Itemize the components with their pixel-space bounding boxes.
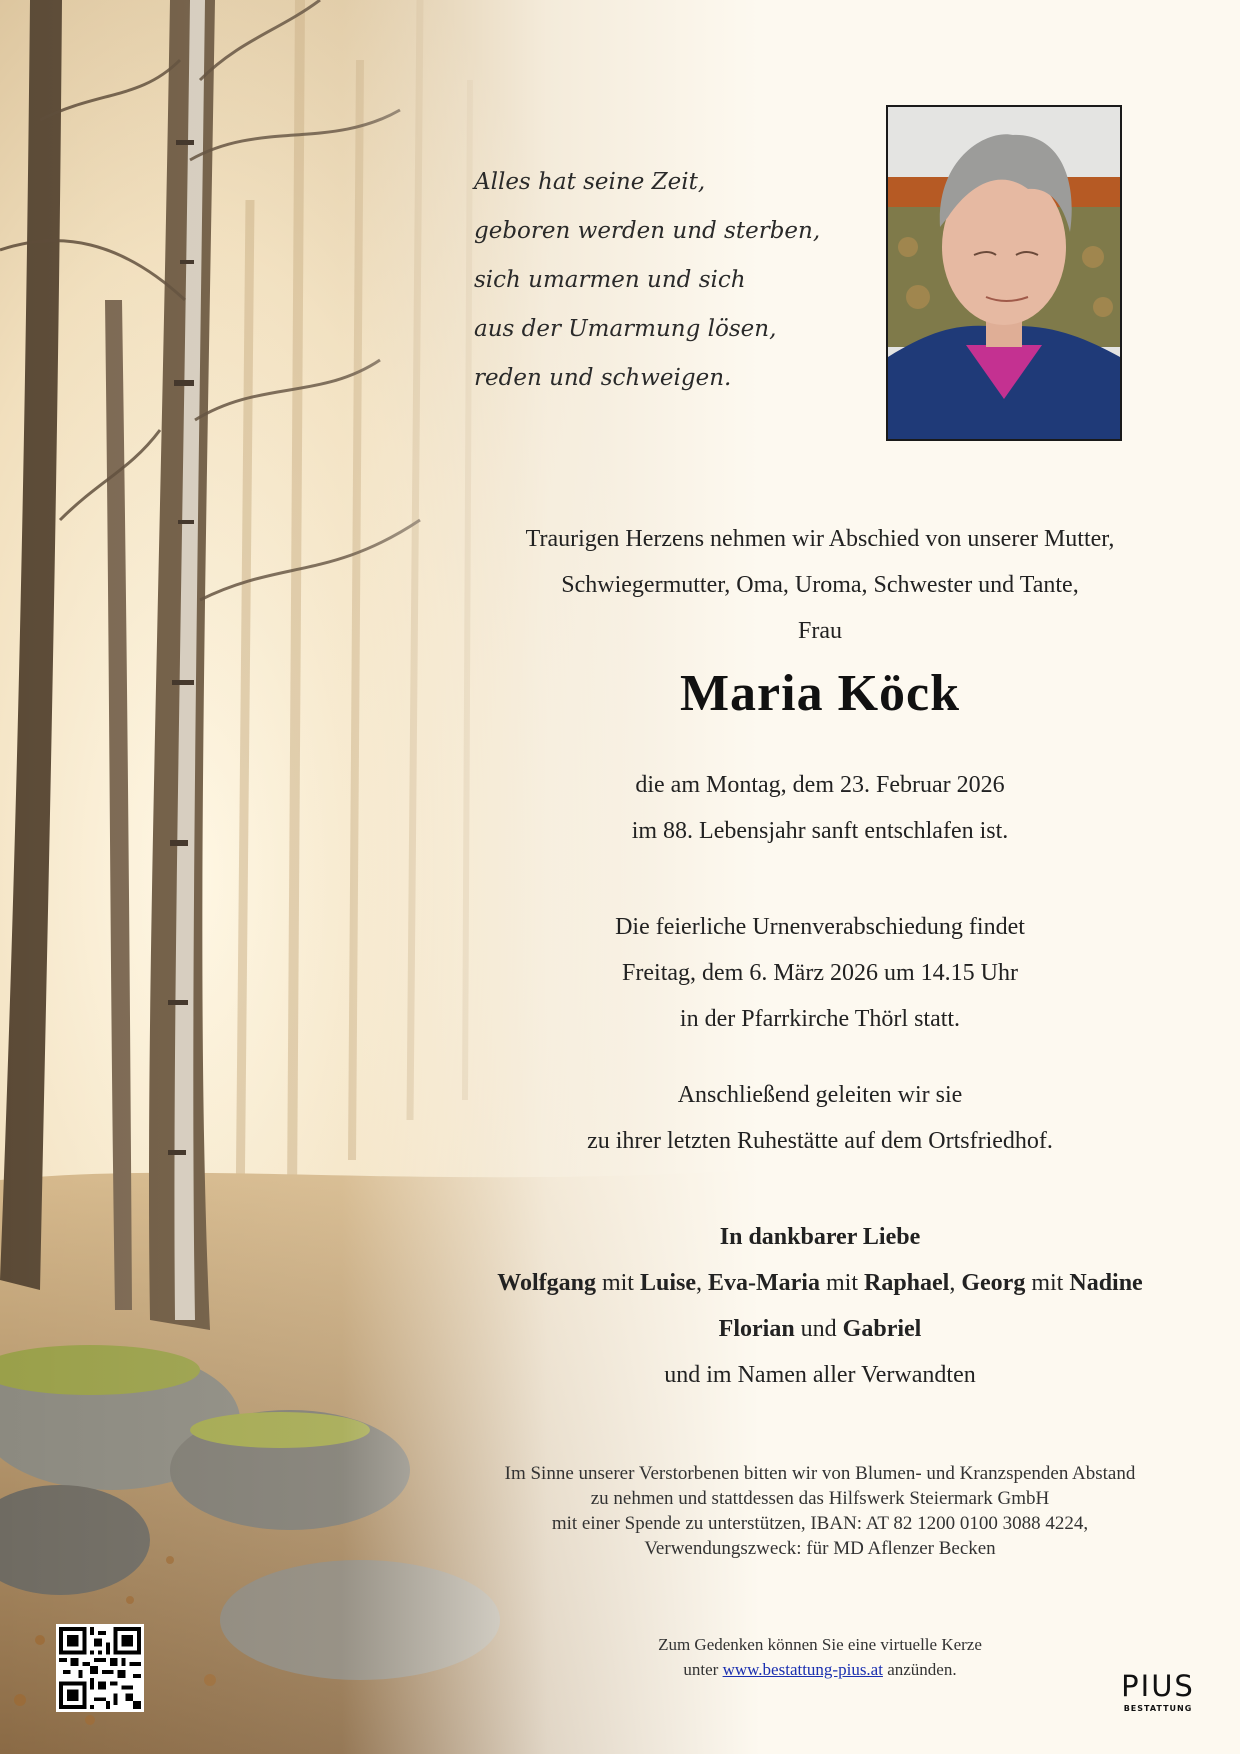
connector: ,	[696, 1270, 708, 1296]
death-info	[450, 762, 1190, 854]
pius-logo	[1118, 1671, 1198, 1713]
poem-line: aus der Umarmung lösen,	[474, 316, 777, 342]
mourners-heading: In dankbarer Liebe	[719, 1224, 921, 1250]
mourners-row	[450, 1306, 1190, 1352]
donation-line: Verwendungszweck: für MD Aflenzer Becken	[644, 1538, 996, 1559]
intro-line: Frau	[798, 618, 842, 644]
ceremony-date-line: Freitag, dem 6. März 2026 um 14.15 Uhr	[622, 960, 1018, 986]
logo-subtitle: BESTATTUNG	[1123, 1704, 1193, 1713]
candle-prefix: unter	[683, 1660, 723, 1679]
ceremony-info	[450, 904, 1190, 1042]
mourner-name: Eva-Maria	[708, 1270, 820, 1296]
poem	[474, 158, 821, 403]
death-age-line: im 88. Lebensjahr sanft entschlafen ist.	[631, 818, 1009, 844]
donation-line: zu nehmen und stattdessen das Hilfswerk Steiermark GmbH	[590, 1488, 1050, 1509]
virtual-candle-note	[450, 1632, 1190, 1682]
candle-line: Zum Gedenken können Sie eine virtuelle Kerze	[658, 1635, 982, 1654]
mourner-name: Gabriel	[842, 1316, 922, 1342]
logo-name: PIUS	[1121, 1669, 1195, 1703]
intro-line: Schwiegermutter, Oma, Uroma, Schwester und Tante,	[561, 572, 1079, 598]
poem-line: sich umarmen und sich	[474, 267, 746, 293]
connector: und	[794, 1316, 843, 1342]
connector: mit	[819, 1270, 864, 1296]
burial-info	[450, 1072, 1190, 1164]
ceremony-place-line: in der Pfarrkirche Thörl statt.	[679, 1006, 961, 1032]
connector: mit	[1025, 1270, 1070, 1296]
qr-code-icon[interactable]	[56, 1624, 144, 1712]
intro-text	[450, 516, 1190, 654]
poem-line: reden und schweigen.	[474, 365, 732, 391]
mourner-name: Wolfgang	[497, 1270, 596, 1296]
donation-note	[450, 1461, 1190, 1561]
donation-line: mit einer Spende zu unterstützen, IBAN: AT 82 1200 0100 3088 4224,	[551, 1513, 1089, 1534]
donation-line: Im Sinne unserer Verstorbenen bitten wir von Blumen- und Kranzspenden Abstand	[504, 1463, 1136, 1484]
burial-line: Anschließend geleiten wir sie	[677, 1082, 963, 1108]
website-link[interactable]: www.bestattung-pius.at	[722, 1660, 883, 1679]
mourner-name: Raphael	[864, 1270, 950, 1296]
intro-line: Traurigen Herzens nehmen wir Abschied von unserer Mutter,	[525, 526, 1115, 552]
candle-suffix: anzünden.	[882, 1660, 957, 1679]
poem-line: Alles hat seine Zeit,	[474, 169, 706, 195]
portrait-photo	[886, 105, 1122, 441]
mourner-name: Luise	[639, 1270, 696, 1296]
connector: ,	[949, 1270, 962, 1296]
mourner-name: Florian	[718, 1316, 795, 1342]
ceremony-line: Die feierliche Urnenverabschiedung findet	[615, 914, 1025, 940]
burial-line: zu ihrer letzten Ruhestätte auf dem Ortsfriedhof.	[587, 1128, 1053, 1154]
deceased-name: Maria Köck	[679, 665, 961, 722]
death-date-line: die am Montag, dem 23. Februar 2026	[635, 772, 1005, 798]
mourners-closing: und im Namen aller Verwandten	[664, 1362, 976, 1388]
poem-line: geboren werden und sterben,	[474, 218, 821, 244]
mourners	[450, 1214, 1190, 1398]
mourners-row	[450, 1260, 1190, 1306]
mourner-name: Nadine	[1069, 1270, 1143, 1296]
connector: mit	[595, 1270, 640, 1296]
mourner-name: Georg	[961, 1270, 1026, 1296]
